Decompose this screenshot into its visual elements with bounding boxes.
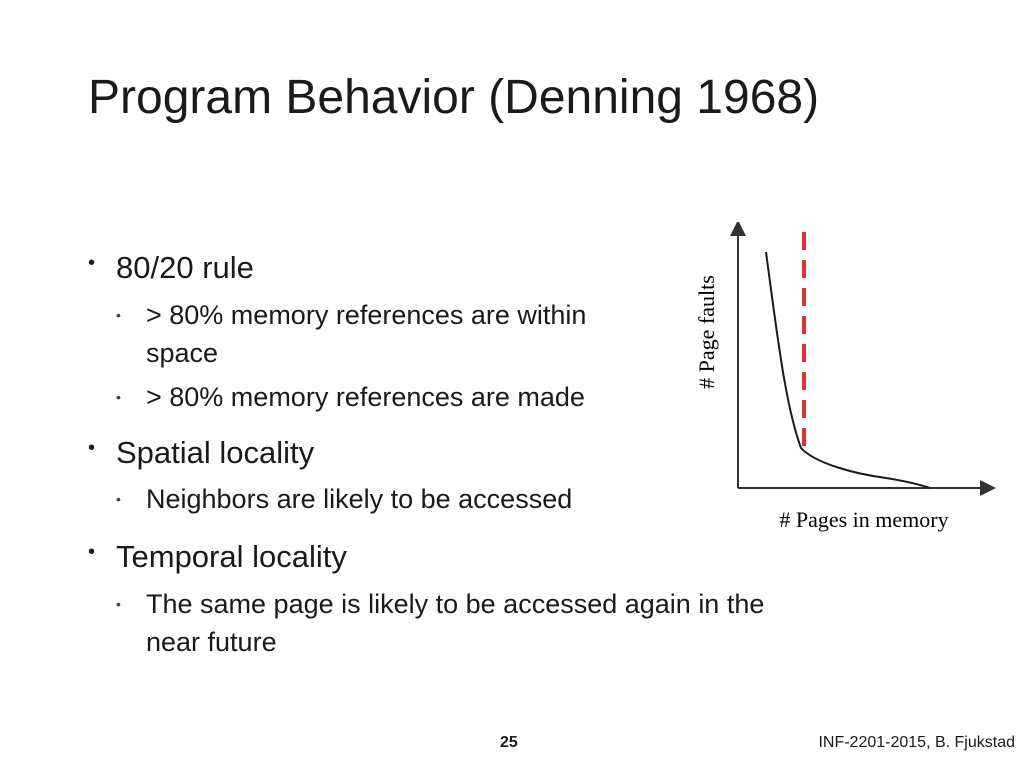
y-axis-label: # Page faults — [694, 275, 719, 389]
bullet-dot: • — [88, 541, 96, 563]
page-fault-graph — [686, 222, 996, 542]
sub-bullet-text: > 80% memory references are made — [146, 382, 585, 412]
sub-bullet — [116, 296, 587, 334]
graph-svg — [686, 222, 996, 542]
sub-bullet-continuation — [146, 334, 218, 372]
bullet-dot: • — [88, 252, 96, 274]
bullet-text: 80/20 rule — [116, 250, 254, 285]
sub-bullet-text: Neighbors are likely to be accessed — [146, 484, 573, 514]
bullet-80-20-rule — [88, 250, 254, 286]
sub-bullet-dot: • — [116, 389, 121, 405]
sub-bullet-text: near future — [146, 627, 277, 657]
sub-bullet-continuation — [146, 623, 277, 661]
sub-bullet-text: > 80% memory references are within — [146, 300, 587, 330]
bullet-temporal-locality — [88, 539, 347, 575]
sub-bullet-dot: • — [116, 596, 121, 612]
slide-number: 25 — [500, 734, 518, 751]
sub-bullet — [116, 378, 585, 416]
bullet-text: Temporal locality — [116, 539, 347, 574]
sub-bullet — [116, 480, 573, 518]
sub-bullet-dot: • — [116, 307, 121, 323]
page-fault-curve — [766, 252, 930, 488]
bullet-dot: • — [88, 437, 96, 459]
bullet-text: Spatial locality — [116, 435, 315, 470]
sub-bullet-dot: • — [116, 491, 121, 507]
bullet-spatial-locality — [88, 435, 315, 471]
sub-bullet-text: The same page is likely to be accessed again in the — [146, 589, 765, 619]
sub-bullet — [116, 585, 765, 623]
slide-title: Program Behavior (Denning 1968) — [88, 71, 820, 124]
sub-bullet-text: space — [146, 338, 219, 368]
x-axis-label: # Pages in memory — [779, 507, 949, 532]
slide-credit: INF-2201-2015, B. Fjukstad — [818, 734, 1015, 751]
